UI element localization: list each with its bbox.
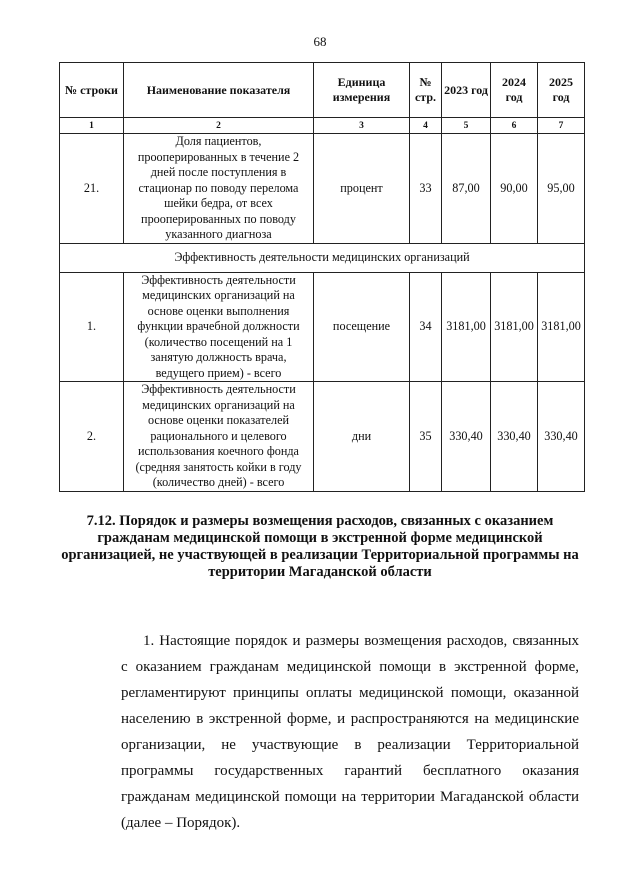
header-year-2025: 2025 год xyxy=(538,63,585,118)
table-row xyxy=(60,382,585,492)
table-row xyxy=(60,134,585,244)
value-2023-cell: 330,40 xyxy=(442,382,491,492)
value-2023-cell: 87,00 xyxy=(442,134,491,244)
column-number: 7 xyxy=(538,118,585,134)
unit-cell: процент xyxy=(314,134,410,244)
indicator-name-cell: Эффективность деятельности медицинских организаций на основе оценки выполнения функции врачебной должности (количество посещений на 1 занятую должность врача, ведущего прием) - всего xyxy=(124,272,314,382)
header-unit: Единица измерения xyxy=(314,63,410,118)
value-2025-cell: 330,40 xyxy=(538,382,585,492)
page-number: 68 xyxy=(313,34,327,49)
column-number-row xyxy=(60,118,585,134)
table-header-row xyxy=(60,63,585,118)
header-year-2024: 2024 год xyxy=(491,63,538,118)
column-number: 4 xyxy=(410,118,442,134)
unit-cell: посещение xyxy=(314,272,410,382)
row-number-cell: 1. xyxy=(60,272,124,382)
row-number-cell: 21. xyxy=(60,134,124,244)
section-heading: 7.12. Порядок и размеры возмещения расходов, связанных с оказанием гражданам медицинской помощи в экстренной форме медицинской организацией, не участвующей в реализации Территориальной программы на территории Магаданской области xyxy=(61,513,579,580)
unit-cell: дни xyxy=(314,382,410,492)
value-2024-cell: 330,40 xyxy=(491,382,538,492)
value-2023-cell: 3181,00 xyxy=(442,272,491,382)
header-year-2023: 2023 год xyxy=(442,63,491,118)
value-2024-cell: 90,00 xyxy=(491,134,538,244)
page-cell: 33 xyxy=(410,134,442,244)
section-header-row xyxy=(60,243,585,272)
indicators-table xyxy=(59,62,585,492)
indicator-name-cell: Доля пациентов, прооперированных в течение 2 дней после поступления в стационар по поводу перелома шейки бедра, от всех прооперированных по поводу указанного диагноза xyxy=(124,134,314,244)
header-page-number: № стр. xyxy=(410,63,442,118)
row-number-cell: 2. xyxy=(60,382,124,492)
column-number: 2 xyxy=(124,118,314,134)
indicator-name-cell: Эффективность деятельности медицинских организаций на основе оценки показателей рационального и целевого использования коечного фонда (средняя занятость койки в году (количество дней) - всего xyxy=(124,382,314,492)
section-header-cell: Эффективность деятельности медицинских организаций xyxy=(60,243,585,272)
page-cell: 34 xyxy=(410,272,442,382)
page-cell: 35 xyxy=(410,382,442,492)
column-number: 3 xyxy=(314,118,410,134)
value-2024-cell: 3181,00 xyxy=(491,272,538,382)
table-row xyxy=(60,272,585,382)
value-2025-cell: 3181,00 xyxy=(538,272,585,382)
value-2025-cell: 95,00 xyxy=(538,134,585,244)
column-number: 5 xyxy=(442,118,491,134)
column-number: 1 xyxy=(60,118,124,134)
paragraph-text: 1. Настоящие порядок и размеры возмещения расходов, связанных с оказанием гражданам медицинской помощи в экстренной форме, регламентируют принципы оплаты медицинской помощи, оказанной населению в экстренной форме, и распространяются на медицинские организации, не участвующие в реализации Территориальной программы государственных гарантий бесплатного оказания гражданам медицинской помощи на территории Магаданской области (далее – Порядок). xyxy=(121,633,579,831)
body-paragraph xyxy=(121,628,579,836)
header-indicator-name: Наименование показателя xyxy=(124,63,314,118)
column-number: 6 xyxy=(491,118,538,134)
header-row-number: № строки xyxy=(60,63,124,118)
